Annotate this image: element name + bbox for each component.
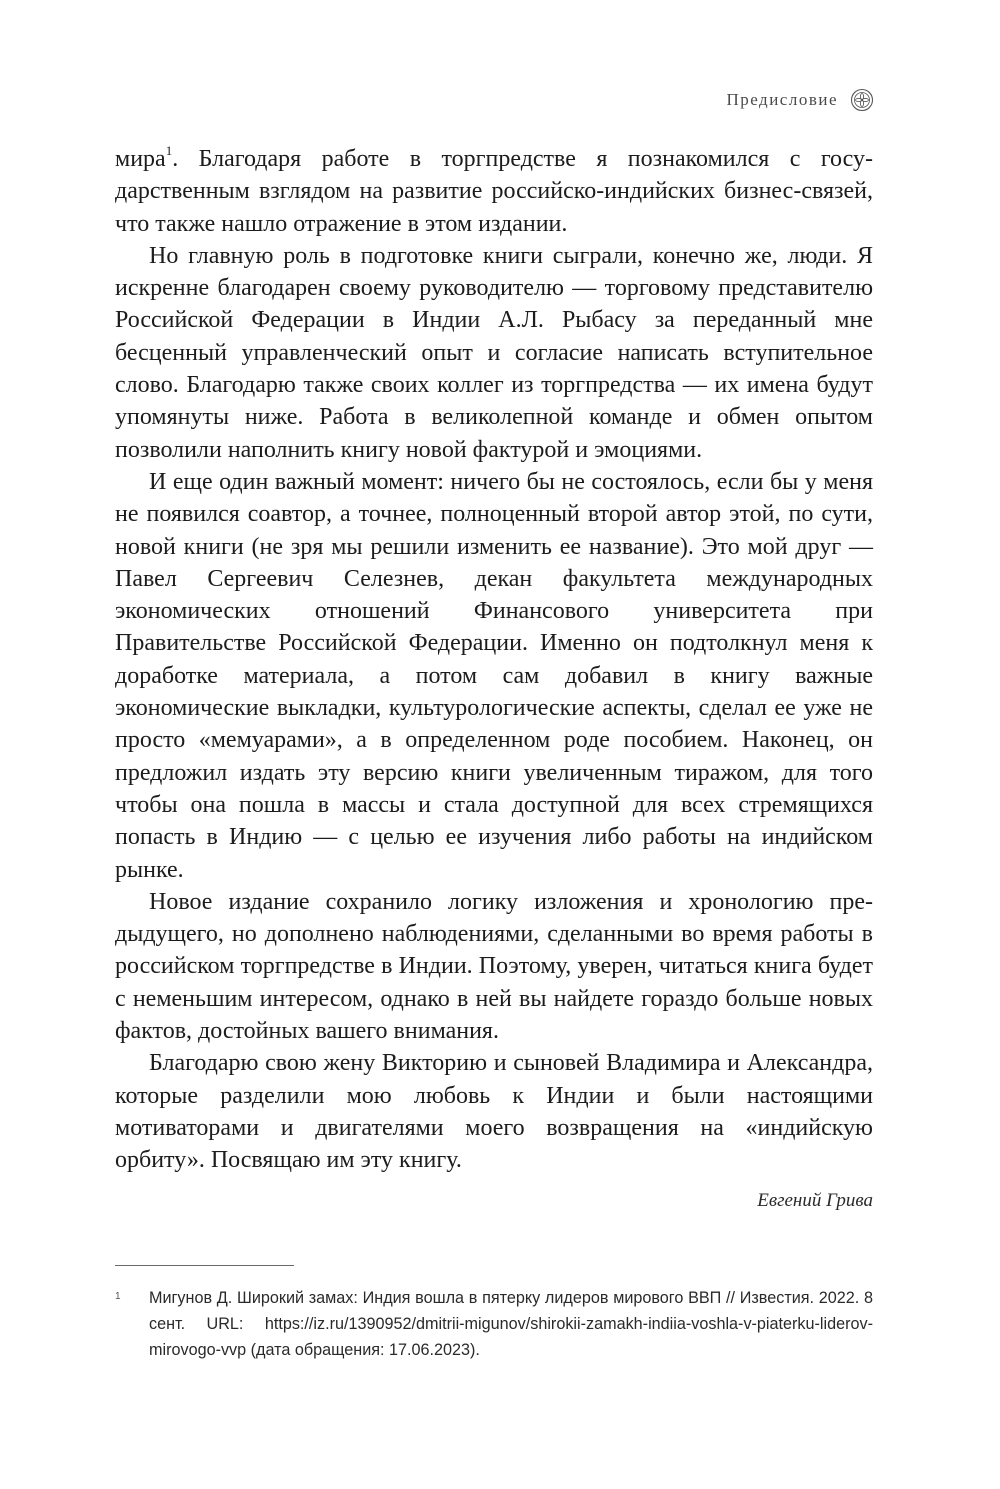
paragraph-2: Но главную роль в подготовке книги сыграли, конечно же, люди. Я искренне благодарен своему руководителю — торговому представителю Российской Федерации в Индии А.Л. Рыбасу за переданный мне бесценный управленческий опыт и согласие написать вступительное слово. Благодарю также своих коллег из торгпредства — их имена будут упомянуты ниже. Работа в великолепной команде и обмен опытом позволили наполнить книгу новой фактурой и эмоциями. (115, 242, 873, 463)
footnote-text: Мигунов Д. Широкий замах: Индия вошла в пятерку лидеров мирового ВВП // Известия. 2022. 8 сент. URL: https://iz.ru/1390952/dmitrii-migunov/shirokii-zamakh-indiia-voshla-v-piaterku-liderov-mirovogo-vvp (дата обращения: 17.06.2023). (149, 1289, 873, 1359)
author-signature: Евгений Грива (757, 1190, 873, 1211)
paragraph-5: Благодарю свою жену Викторию и сыновей Владимира и Александра, которые разделили мою любовь к Индии и были настоящими мотиваторами и двигателями моего возвращения на «индийскую орбиту». Посвящаю им эту книгу. (115, 1050, 873, 1174)
paragraph-4: Новое издание сохранило логику изложения и хронологию предыдущего, но дополнено наблюдениями, сделанными во время работы в российском торгпредстве в Индии. Поэтому, уверен, читаться книга будет с неменьшим интересом, однако в ней вы найдете гораздо больше новых фактов, достойных вашего внимания. (115, 888, 873, 1045)
footnote (115, 1286, 873, 1363)
running-title: Предисловие (726, 90, 838, 109)
paragraph-3: И еще один важный момент: ничего бы не состоялось, если бы у меня не появился соавтор, а точнее, полноценный второй автор этой, по сути, новой книги (не зря мы решили изменить ее название). Это мой друг — Павел Сергеевич Селезнев, декан факультета международных экономических отношений Финансового университета при Правительстве Российской Федерации. Именно он подтолкнул меня к доработке материала, а потом сам добавил в книгу важные экономические выкладки, культурологические аспекты, сделал ее уже не просто «мемуарами», а в определенном роде пособием. Наконец, он предложил издать эту версию книги увеличенным тиражом, для того чтобы она пошла в массы и стала доступной для всех стремящихся попасть в Индию — с целью ее изучения либо работы на индийском рынке. (115, 468, 873, 883)
rosette-ornament-icon (850, 88, 874, 112)
footnote-number: 1 (115, 1291, 121, 1302)
footnote-divider (115, 1265, 294, 1266)
paragraph-1-rest: . Благодаря работе в торгпредстве я познакомился с государственным взглядом на развитие российско-индийских бизнес-связей, что также нашло отражение в этом издании. (115, 146, 873, 237)
running-head (726, 88, 874, 112)
body-text (115, 143, 873, 1177)
paragraph-1 (115, 143, 873, 240)
paragraph-1-start: мира (115, 146, 166, 172)
footnote-reference[interactable]: 1 (165, 143, 173, 158)
